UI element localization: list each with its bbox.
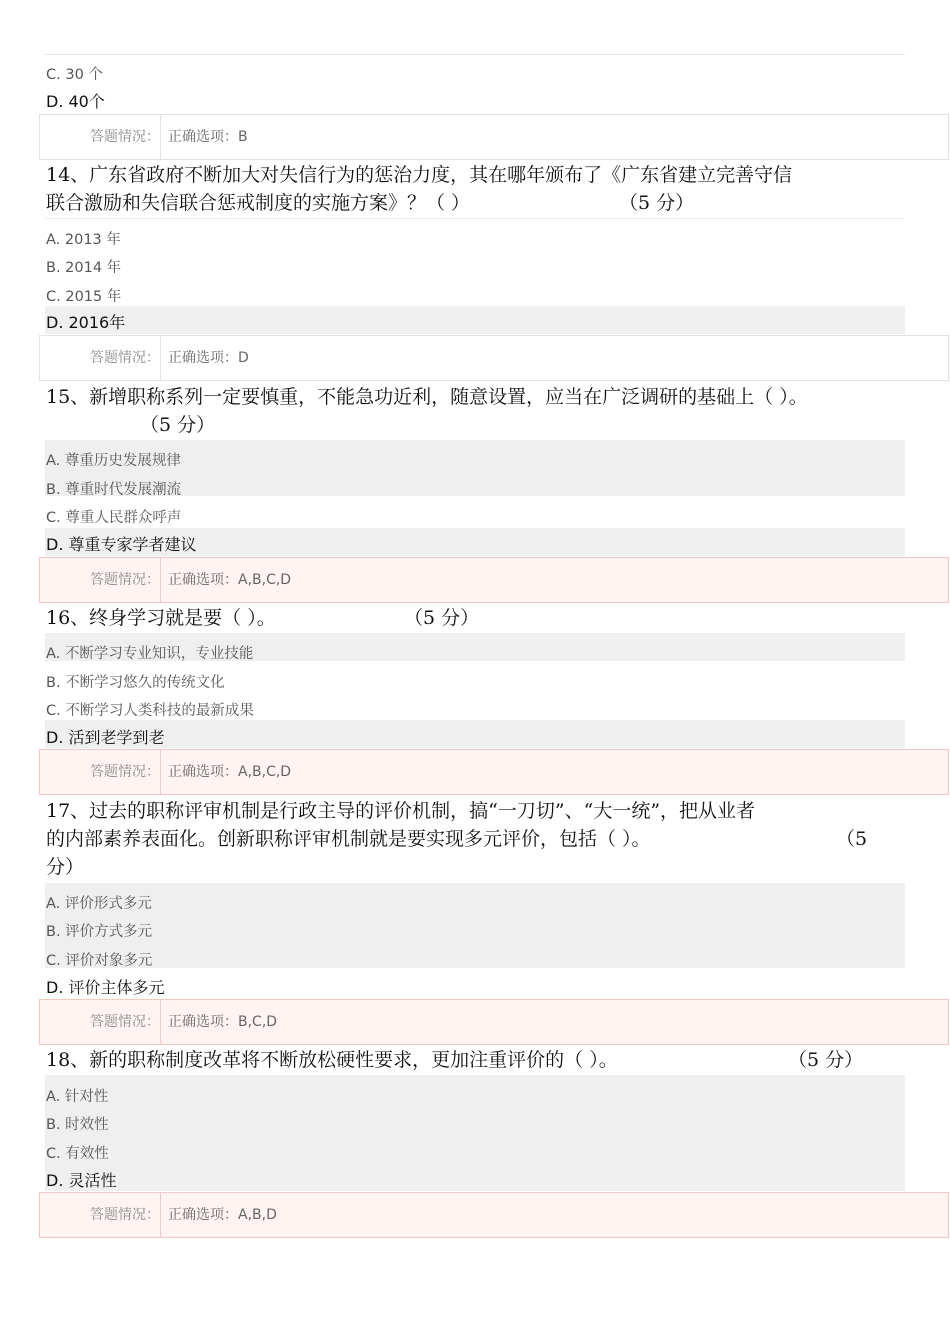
question-text: 18、新的职称制度改革将不断放松硬性要求，更加注重评价的（ ）。 — [46, 1049, 618, 1071]
answer-label: 答题情况： — [90, 572, 160, 588]
answer-label: 答题情况： — [90, 350, 160, 366]
answer-label: 答题情况： — [90, 764, 160, 780]
question-score: 分） — [46, 856, 85, 878]
question-text: 联合激励和失信联合惩戒制度的实施方案》？（ ） （5 分） — [46, 189, 906, 217]
option-c[interactable]: C. 有效性 — [46, 1146, 109, 1162]
option-c[interactable]: C. 2015 年 — [46, 289, 122, 305]
option-d[interactable]: D. 尊重专家学者建议 — [46, 535, 197, 554]
question-text: 17、过去的职称评审机制是行政主导的评价机制，搞“一刀切”、“大一统”，把从业者 — [46, 800, 756, 822]
option-b[interactable]: B. 评价方式多元 — [46, 924, 153, 940]
answer-label: 答题情况： — [90, 1207, 160, 1223]
option-a[interactable]: A. 针对性 — [46, 1089, 109, 1105]
question-text: 16、终身学习就是要（ ）。 — [46, 607, 276, 629]
option-b[interactable]: B. 2014 年 — [46, 260, 122, 276]
question-text: 的内部素养表面化。创新职称评审机制就是要实现多元评价，包括（ ）。 （5 — [46, 825, 906, 853]
divider — [160, 1193, 161, 1237]
answer-label: 答题情况： — [90, 129, 160, 145]
option-c[interactable]: C. 不断学习人类科技的最新成果 — [46, 703, 254, 719]
question-16 — [46, 604, 906, 632]
answer-status — [39, 114, 949, 160]
answer-status — [39, 557, 949, 603]
option-a[interactable]: A. 2013 年 — [46, 232, 121, 248]
option-a[interactable]: A. 评价形式多元 — [46, 896, 152, 912]
option-highlight — [45, 720, 905, 748]
option-c[interactable]: C. 30 个 — [46, 67, 103, 83]
option-a[interactable]: A. 不断学习专业知识，专业技能 — [46, 646, 254, 662]
correct-answer: 正确选项：A,B,C,D — [168, 764, 292, 780]
option-highlight — [45, 306, 905, 334]
option-b[interactable]: B. 时效性 — [46, 1117, 109, 1133]
question-score: （5 — [836, 828, 868, 850]
answer-status — [39, 1192, 949, 1238]
divider — [160, 1000, 161, 1044]
divider — [160, 115, 161, 159]
option-highlight — [45, 1075, 905, 1191]
question-14 — [46, 161, 906, 217]
correct-answer: 正确选项：B — [168, 129, 248, 145]
correct-answer: 正确选项：D — [168, 350, 249, 366]
question-score: （5 分） — [788, 1049, 864, 1071]
option-d[interactable]: D. 评价主体多元 — [46, 978, 165, 997]
question-17 — [46, 797, 906, 881]
question-text: 15、新增职称系列一定要慎重，不能急功近利，随意设置，应当在广泛调研的基础上（ ）。 — [46, 386, 808, 408]
question-score: （5 分） — [404, 607, 480, 629]
answer-status — [39, 999, 949, 1045]
question-15 — [46, 383, 906, 439]
option-a[interactable]: A. 尊重历史发展规律 — [46, 453, 181, 469]
divider — [160, 558, 161, 602]
correct-answer: 正确选项：B,C,D — [168, 1014, 278, 1030]
divider — [45, 54, 905, 55]
option-b[interactable]: B. 不断学习悠久的传统文化 — [46, 675, 225, 691]
option-c[interactable]: C. 尊重人民群众呼声 — [46, 510, 182, 526]
divider — [160, 750, 161, 794]
answer-status — [39, 749, 949, 795]
question-score: （5 分） — [619, 192, 695, 214]
option-highlight — [45, 883, 905, 968]
divider — [160, 336, 161, 380]
question-18 — [46, 1046, 906, 1074]
option-b[interactable]: B. 尊重时代发展潮流 — [46, 482, 182, 498]
correct-answer: 正确选项：A,B,C,D — [168, 572, 292, 588]
question-score: （5 分） — [140, 414, 216, 436]
option-d[interactable]: D. 40个 — [46, 92, 105, 111]
option-d[interactable]: D. 2016年 — [46, 313, 126, 332]
option-d[interactable]: D. 灵活性 — [46, 1171, 117, 1190]
answer-status — [39, 335, 949, 381]
answer-label: 答题情况： — [90, 1014, 160, 1030]
divider — [45, 218, 905, 219]
option-c[interactable]: C. 评价对象多元 — [46, 953, 153, 969]
option-d[interactable]: D. 活到老学到老 — [46, 728, 165, 747]
correct-answer: 正确选项：A,B,D — [168, 1207, 277, 1223]
question-text: 14、广东省政府不断加大对失信行为的惩治力度，其在哪年颁布了《广东省建立完善守信 — [46, 164, 793, 186]
